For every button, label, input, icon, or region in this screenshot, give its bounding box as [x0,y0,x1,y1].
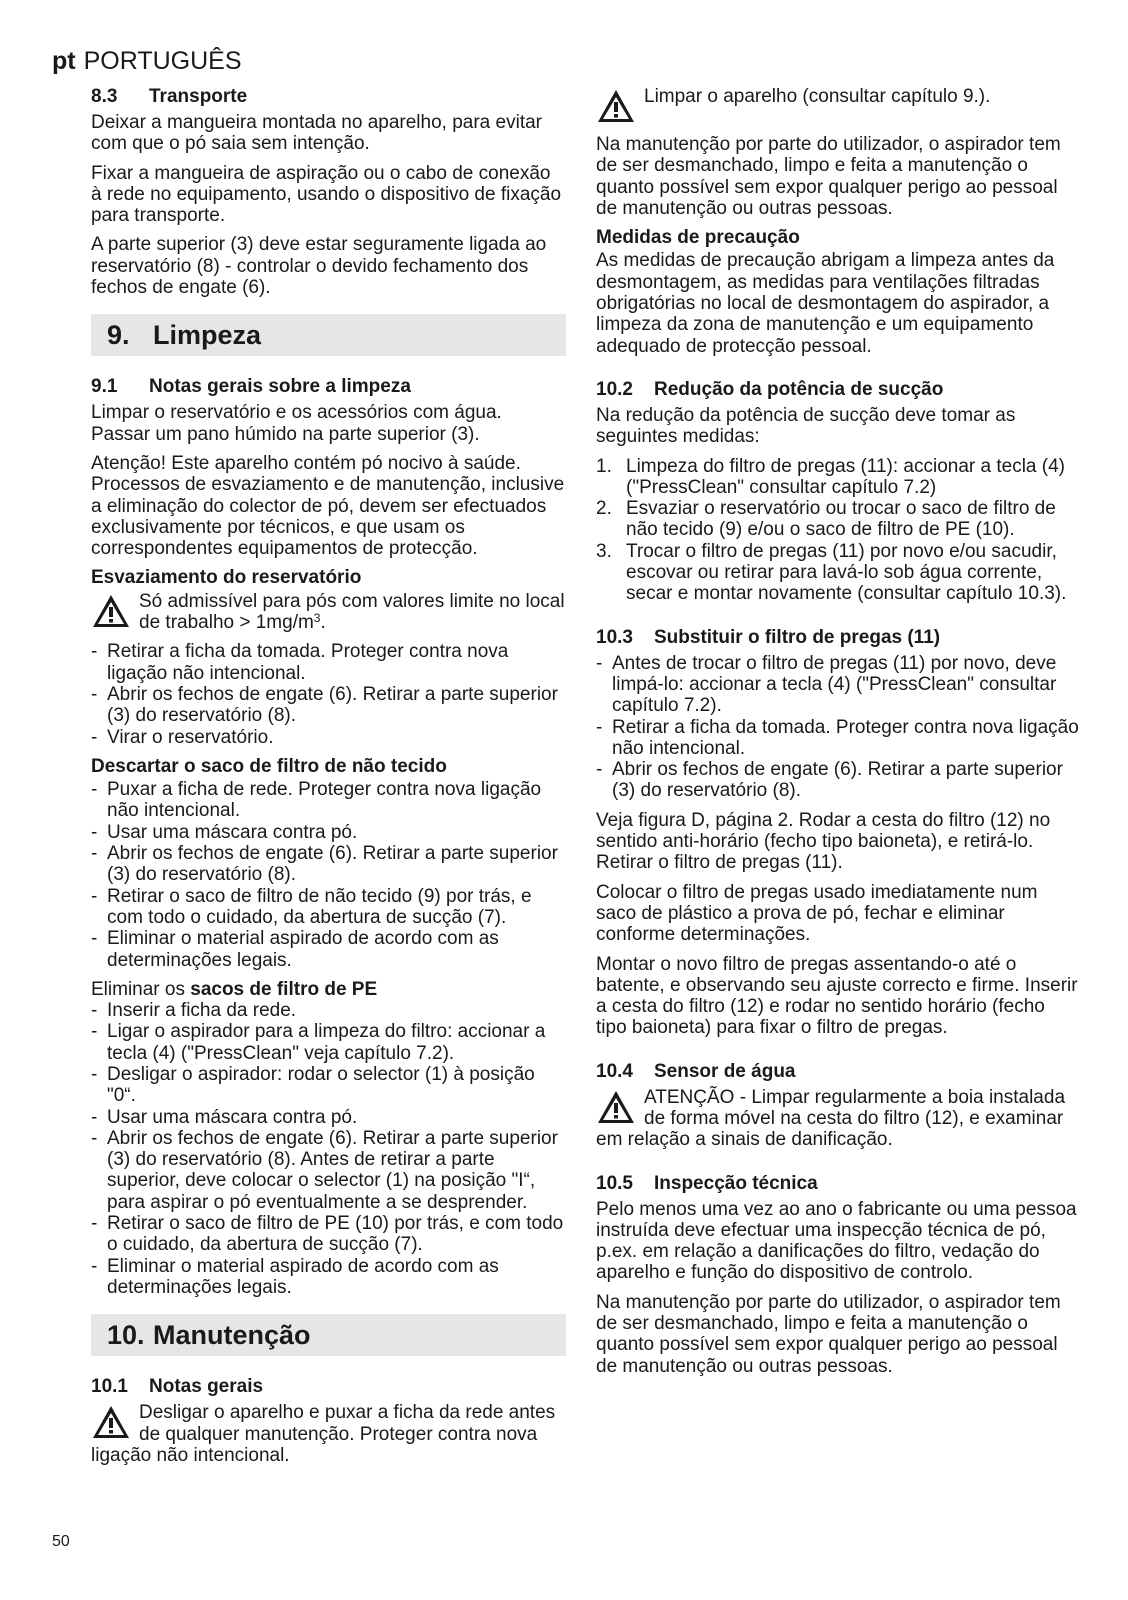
language-name: PORTUGUÊS [83,47,242,75]
warning-box: Desligar o aparelho e puxar a ficha da rede antes de qualquer manutenção. Proteger contra nova ligação não intencional. [91,1402,556,1466]
list-item: - Eliminar o material aspirado de acordo com as determinações legais. [91,1256,566,1299]
subheading-precautions: Medidas de precaução [596,227,800,249]
warning-box: Só admissível para pós com valores limite no local de trabalho > $1mg/m^3$. [91,591,566,634]
warning-icon [596,1089,636,1125]
list-item: - Abrir os fechos de engate (6). Retirar a parte superior (3) do reservatório (8). Antes de retirar a parte superior, deve colocar o selector (1) na posição "I“, para aspirar o pó eventualmente a se desprender. [91,1128,566,1213]
subheading-emptying: Esvaziamento do reservatório [91,567,362,589]
list-item: - Usar uma máscara contra pó. [91,1107,566,1128]
chapter-10-heading: 10. Manutenção [91,1314,566,1356]
list-item: - Retirar a ficha da tomada. Proteger contra nova ligação não intencional. [596,717,1079,760]
language-header [52,46,242,76]
list-item: - Eliminar o material aspirado de acordo com as determinações legais. [91,928,566,971]
section-10-1-heading: 10.1 Notas gerais [91,1376,264,1398]
paragraph: Colocar o filtro de pregas usado imediatamente num saco de plástico a prova de pó, fechar e eliminar conforme determinações. [596,881,1038,946]
paragraph: Montar o novo filtro de pregas assentando-o até o batente, e observando seu ajuste correcto e firme. Inserir a cesta do filtro (12) e rodar no sentido horário (fecho tipo baioneta) para fixar o filtro de pregas. [596,953,1078,1039]
list-item: - Abrir os fechos de engate (6). Retirar a parte superior (3) do reservatório (8). [91,684,566,727]
warning-icon [91,1404,131,1440]
warning-icon [91,593,131,629]
page-number: 50 [52,1533,70,1550]
warning-box: ATENÇÃO - Limpar regularmente a boia instalada de forma móvel na cesta do filtro (12), e examinar em relação a sinais de danificação. [596,1086,1066,1151]
language-code: pt [52,47,76,75]
section-10-2-heading: 10.2 Redução da potência de sucção [596,378,944,400]
section-10-5-heading: 10.5 Inspecção técnica [596,1172,818,1194]
paragraph: Pelo menos uma vez ao ano o fabricante ou uma pessoa instruída deve efectuar uma inspecção técnica de pó, p.ex. em relação a danificações do filtro, vedação do aparelho e função do dispositivo de controlo. [596,1198,1077,1284]
list-discard-bag [91,779,566,971]
paragraph: Veja figura D, página 2. Rodar a cesta do filtro (12) no sentido anti-horário (fecho tipo baioneta), e retirá-lo. Retirar o filtro de pregas (11). [596,809,1051,874]
list-emptying [91,641,566,747]
paragraph: Na redução da potência de sucção deve tomar as seguintes medidas: [596,404,1016,448]
list-item: - Puxar a ficha de rede. Proteger contra nova ligação não intencional. [91,779,566,822]
section-10-3-heading: 10.3 Substituir o filtro de pregas (11) [596,626,941,648]
right-column [596,86,1079,1385]
section-10-4-heading: 10.4 Sensor de água [596,1060,796,1082]
list-item: - Ligar o aspirador para a limpeza do filtro: accionar a tecla (4) ("PressClean" veja capítulo 7.2). [91,1021,566,1064]
list-item: 3. Trocar o filtro de pregas (11) por novo e/ou sacudir, escovar ou retirar para lavá-lo sob água corrente, secar e montar novamente (consultar capítulo 10.3). [596,540,1067,605]
list-item: - Virar o reservatório. [91,727,566,748]
list-item: - Desligar o aspirador: rodar o selector (1) à posição "0“. [91,1064,566,1107]
list-pe-bags [91,1000,566,1298]
paragraph: Fixar a mangueira de aspiração ou o cabo de conexão à rede no equipamento, usando o dispositivo de fixação para transporte. [91,162,562,227]
paragraph: Atenção! Este aparelho contém pó nocivo à saúde. Processos de esvaziamento e de manutenção, inclusive a eliminação do colector de pó, devem ser efectuados exclusivamente por técnicos, e que usam os correspondentes equipamentos de protecção. [91,452,565,560]
paragraph: As medidas de precaução abrigam a limpeza antes da desmontagem, as medidas para ventilações filtradas obrigatórias no local de desmontagem do aspirador, a limpeza da zona de manutenção e um equipamento adequado de protecção pessoal. [596,250,1055,357]
list-item: - Retirar o saco de filtro de não tecido (9) por trás, e com todo o cuidado, da abertura de sucção (7). [91,886,566,929]
section-9-1-heading: 9.1 Notas gerais sobre a limpeza [91,376,411,398]
paragraph: A parte superior (3) deve estar seguramente ligada ao reservatório (8) - controlar o devido fechamento dos fechos de engate (6). [91,234,547,299]
paragraph: Limpar o reservatório e os acessórios com água. Passar um pano húmido na parte superior (3). [91,402,502,445]
list-item: 1. Limpeza do filtro de pregas (11): accionar a tecla (4) ("PressClean" consultar capítulo 7.2) [596,455,1065,498]
left-column [91,86,566,1474]
list-item: - Antes de trocar o filtro de pregas (11) por novo, deve limpá-lo: accionar a tecla (4) ("PressClean" consultar capítulo 7.2). [596,653,1079,717]
chapter-9-heading: 9. Limpeza [91,314,566,356]
list-replace-filter [596,653,1079,802]
numbered-list [596,456,1079,605]
list-item: 2. Esvaziar o reservatório ou trocar o saco de filtro de não tecido (9) e/ou o saco de filtro de PE (10). [596,498,1056,541]
subheading-discard-bag: Descartar o saco de filtro de não tecido [91,755,447,777]
list-item: - Retirar a ficha da tomada. Proteger contra nova ligação não intencional. [91,641,566,684]
warning-icon [596,88,636,124]
section-8-3-heading: 8.3 Transporte [91,86,248,107]
list-item: - Abrir os fechos de engate (6). Retirar a parte superior (3) do reservatório (8). [91,843,566,886]
list-item: - Retirar o saco de filtro de PE (10) por trás, e com todo o cuidado, da abertura de sucção (7). [91,1213,566,1256]
list-item: - Inserir a ficha da rede. [91,1000,566,1021]
list-item: - Abrir os fechos de engate (6). Retirar a parte superior (3) do reservatório (8). [596,759,1079,802]
subheading-pe-bags: Eliminar os sacos de filtro de PE [91,978,378,1000]
paragraph: Na manutenção por parte do utilizador, o aspirador tem de ser desmanchado, limpo e feita a manutenção o quanto possível sem expor qualquer perigo ao pessoal de manutenção ou outras pessoas. [596,1291,1061,1377]
warning-box: Limpar o aparelho (consultar capítulo 9.). [596,86,1079,126]
paragraph: Na manutenção por parte do utilizador, o aspirador tem de ser desmanchado, limpo e feita a manutenção o quanto possível sem expor qualquer perigo ao pessoal de manutenção ou outras pessoas. [596,134,1061,219]
paragraph: Deixar a mangueira montada no aparelho, para evitar com que o pó saia sem intenção. [91,112,542,155]
list-item: - Usar uma máscara contra pó. [91,822,566,843]
